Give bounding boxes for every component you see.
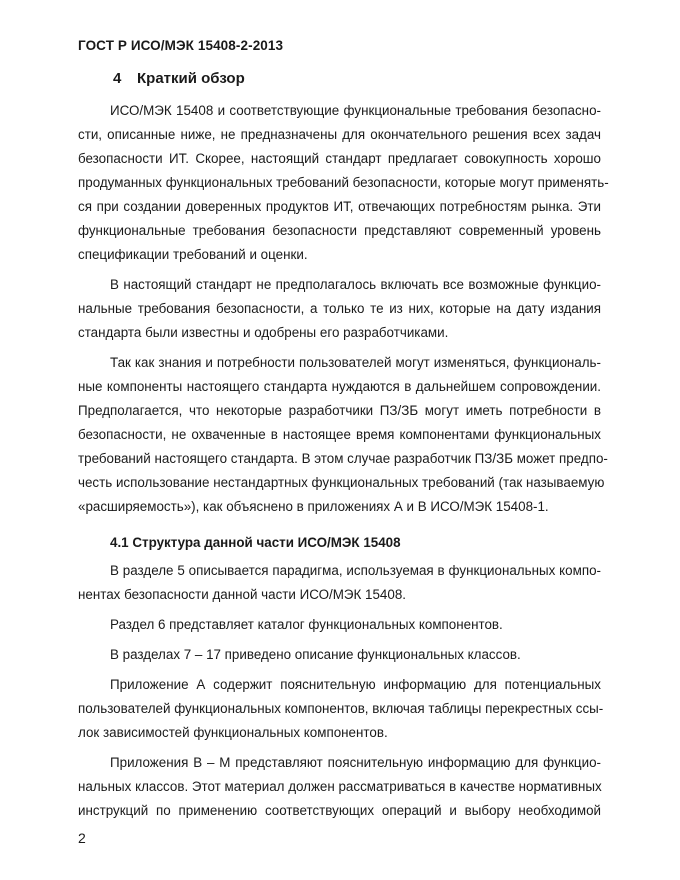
text-line: «расширяемость»), как объяснено в приложениях А и В ИСО/МЭК 15408-1. xyxy=(78,499,549,514)
text-line: В разделе 5 описывается парадигма, используемая в функциональных компо- xyxy=(110,563,601,578)
text-line: безопасности, не охваченные в настоящее время компонентами функциональных xyxy=(78,427,601,442)
text-line: безопасности ИТ. Скорее, настоящий стандарт предлагает совокупность хорошо xyxy=(78,151,601,166)
text-line: нентах безопасности данной части ИСО/МЭК 15408. xyxy=(78,587,406,602)
text-line: Приложение А содержит пояснительную информацию для потенциальных xyxy=(110,677,601,692)
page-number: 2 xyxy=(78,830,86,846)
paragraph xyxy=(78,273,601,345)
text-line: сти, описанные ниже, не предназначены для окончательного решения всех задач xyxy=(78,127,601,142)
text-line: стандарта были известны и одобрены его разработчиками. xyxy=(78,325,449,340)
paragraph xyxy=(78,99,609,267)
section-heading xyxy=(113,70,245,87)
text-line: нальных классов. Этот материал должен рассматриваться в качестве нормативных xyxy=(78,779,602,794)
text-line: В настоящий стандарт не предполагалось включать все возможные функцио- xyxy=(110,277,601,292)
text-line: ся при создании доверенных продуктов ИТ, отвечающих потребностям рынка. Эти xyxy=(78,199,601,214)
text-line: инструкций по применению соответствующих операций и выбору необходимой xyxy=(78,803,601,818)
paragraph xyxy=(78,643,601,667)
text-line: Приложения В – М представляют пояснительную информацию для функцио- xyxy=(110,755,601,770)
text-line: Так как знания и потребности пользователей могут изменяться, функциональ- xyxy=(110,355,601,370)
text-line: честь использование нестандартных функциональных требований (так называемую xyxy=(78,475,605,490)
text-line: ИСО/МЭК 15408 и соответствующие функциональные требования безопасно- xyxy=(110,103,601,118)
text-line: Раздел 6 представляет каталог функциональных компонентов. xyxy=(110,617,503,632)
text-line: нальные требования безопасности, а только те из них, которые на дату издания xyxy=(78,301,601,316)
paragraph xyxy=(78,613,601,637)
text-line: требований настоящего стандарта. В этом случае разработчик ПЗ/ЗБ может предпо- xyxy=(78,451,608,466)
document-header: ГОСТ Р ИСО/МЭК 15408-2-2013 xyxy=(78,38,284,53)
text-line: Предполагается, что некоторые разработчики ПЗ/ЗБ могут иметь потребности в xyxy=(78,403,601,418)
text-line: продуманных функциональных требований безопасности, которые могут применять- xyxy=(78,175,609,190)
paragraph xyxy=(78,559,601,607)
paragraph xyxy=(78,751,601,823)
text-line: ные компоненты настоящего стандарта нуждаются в дальнейшем сопровождении. xyxy=(78,379,601,394)
text-line: лок зависимостей функциональных компонентов. xyxy=(78,725,388,740)
paragraph xyxy=(78,673,604,745)
section-number: 4 xyxy=(113,70,122,87)
document-body xyxy=(78,99,609,829)
subsection-heading: 4.1 Структура данной части ИСО/МЭК 15408 xyxy=(110,535,401,550)
text-line: функциональные требования безопасности представляют современный уровень xyxy=(78,223,601,238)
text-line: спецификации требований и оценки. xyxy=(78,247,308,262)
paragraph xyxy=(78,351,608,519)
text-line: пользователей функциональных компонентов, включая таблицы перекрестных ссы- xyxy=(78,701,604,716)
text-line: В разделах 7 – 17 приведено описание функциональных классов. xyxy=(110,647,521,662)
section-title: Краткий обзор xyxy=(137,70,245,87)
